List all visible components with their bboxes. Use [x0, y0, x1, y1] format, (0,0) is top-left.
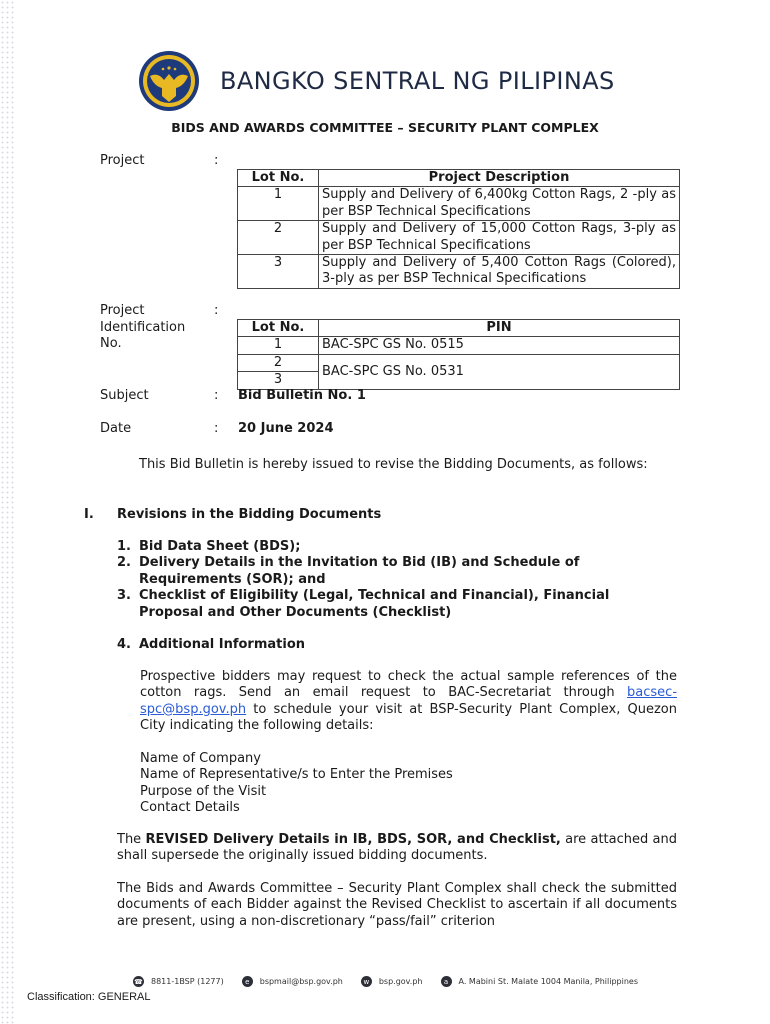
project-label: Project — [100, 153, 145, 168]
table-header-pin: PIN — [319, 320, 680, 337]
list-number: 3. — [117, 588, 131, 604]
list-text: Checklist of Eligibility (Legal, Technical and Financial), Financial Proposal and Other Documents (Checklist) — [139, 588, 610, 620]
detail-item: Contact Details — [140, 800, 240, 816]
lot-cell: 3 — [238, 372, 319, 389]
footer-email — [242, 976, 343, 987]
footer-contacts — [133, 976, 656, 987]
footer-web — [361, 976, 423, 987]
table-row — [238, 187, 680, 221]
footer-text: A. Mabini St. Malate 1004 Manila, Philippines — [458, 977, 639, 986]
location-icon: a — [441, 976, 452, 987]
table-row — [238, 221, 680, 255]
table-row — [238, 354, 680, 371]
label-line: Project — [100, 303, 145, 318]
pin-cell: BAC-SPC GS No. 0531 — [319, 354, 680, 389]
colon: : — [214, 303, 219, 318]
list-item — [117, 637, 637, 653]
list-item — [117, 539, 637, 555]
paragraph-text: Prospective bidders may request to check the actual sample references of the cotton rags. Send an email request to BAC-Secretariat through — [140, 669, 677, 701]
revised-paragraph — [117, 832, 677, 865]
revision-list — [117, 539, 637, 621]
detail-item: Purpose of the Visit — [140, 783, 267, 799]
email-icon: e — [242, 976, 253, 987]
letterhead — [138, 50, 615, 112]
list-text: Additional Information — [139, 637, 306, 652]
additional-paragraph — [140, 669, 677, 735]
date-label: Date — [100, 421, 132, 436]
bsp-logo — [138, 50, 200, 112]
project-table — [237, 169, 680, 289]
lot-cell: 2 — [238, 354, 319, 371]
list-item — [117, 588, 637, 621]
list-number: 4. — [117, 637, 131, 652]
paragraph-text: to schedule your visit at BSP-Security Plant Complex, Quezon City indicating the following details: — [140, 701, 677, 734]
subject-label: Subject — [100, 388, 149, 403]
committee-title: BIDS AND AWARDS COMMITTEE – SECURITY PLANT COMPLEX — [171, 120, 599, 135]
pin-cell: BAC-SPC GS No. 0515 — [319, 337, 680, 354]
section-number: I. — [84, 507, 94, 522]
lot-cell: 2 — [238, 221, 319, 255]
additional-info-heading — [117, 637, 637, 653]
subject-value: Bid Bulletin No. 1 — [238, 388, 366, 403]
paragraph-bold-text: REVISED Delivery Details in IB, BDS, SOR, and Checklist, — [145, 832, 561, 847]
footer-phone — [133, 976, 224, 987]
footer-text: bspmail@bsp.gov.ph — [259, 977, 343, 986]
closing-paragraph: The Bids and Awards Committee – Security Plant Complex shall check the submitted documents of each Bidder against the Revised Checklist to ascertain if all documents are present, using a non-discretionary “pass/fail” criterion — [117, 881, 677, 929]
paragraph-text: The — [117, 832, 142, 847]
table-row — [238, 255, 680, 289]
classification-label: Classification: GENERAL — [27, 991, 151, 1003]
intro-paragraph: This Bid Bulletin is hereby issued to revise the Bidding Documents, as follows: — [139, 457, 648, 472]
date-value: 20 June 2024 — [238, 421, 334, 436]
list-item — [117, 555, 637, 588]
email-link[interactable]: bacsec-spc@bsp.gov.ph — [140, 685, 678, 717]
list-number: 1. — [117, 539, 131, 554]
table-row — [238, 337, 680, 354]
lot-cell: 1 — [238, 187, 319, 221]
phone-icon: ☎ — [134, 977, 143, 986]
page-edge-texture — [0, 0, 14, 1024]
colon: : — [214, 153, 219, 168]
description-cell: Supply and Delivery of 15,000 Cotton Rags, 3-ply as per BSP Technical Specifications — [319, 221, 680, 255]
detail-item: Name of Representative/s to Enter the Premises — [140, 767, 453, 783]
bank-name: BANGKO SENTRAL NG PILIPINAS — [220, 67, 615, 95]
web-icon: w — [361, 976, 372, 987]
footer-text: 8811-1BSP (1277) — [151, 977, 224, 986]
colon: : — [214, 388, 219, 403]
visit-details-list — [140, 751, 677, 817]
paragraph-text: are attached and shall supersede the originally issued bidding documents. — [117, 832, 677, 864]
list-text: Delivery Details in the Invitation to Bid (IB) and Schedule of Requirements (SOR); and — [139, 555, 580, 587]
table-header-lot: Lot No. — [238, 170, 319, 187]
table-header-description: Project Description — [319, 170, 680, 187]
colon: : — [214, 421, 219, 436]
list-text: Bid Data Sheet (BDS); — [139, 539, 301, 554]
list-number: 2. — [117, 555, 131, 571]
footer-address — [441, 976, 639, 987]
detail-item: Name of Company — [140, 751, 261, 766]
project-id-label — [100, 303, 185, 353]
section-title: Revisions in the Bidding Documents — [117, 507, 382, 522]
lot-cell: 3 — [238, 255, 319, 289]
lot-cell: 1 — [238, 337, 319, 354]
pin-table — [237, 319, 680, 390]
label-line: Identification — [100, 319, 186, 335]
footer-text: bsp.gov.ph — [378, 977, 423, 986]
description-cell: Supply and Delivery of 5,400 Cotton Rags (Colored), 3-ply as per BSP Technical Specifications — [319, 255, 680, 289]
table-header-lot: Lot No. — [238, 320, 319, 337]
label-line: No. — [100, 336, 122, 351]
description-cell: Supply and Delivery of 6,400kg Cotton Rags, 2 -ply as per BSP Technical Specifications — [319, 187, 680, 221]
